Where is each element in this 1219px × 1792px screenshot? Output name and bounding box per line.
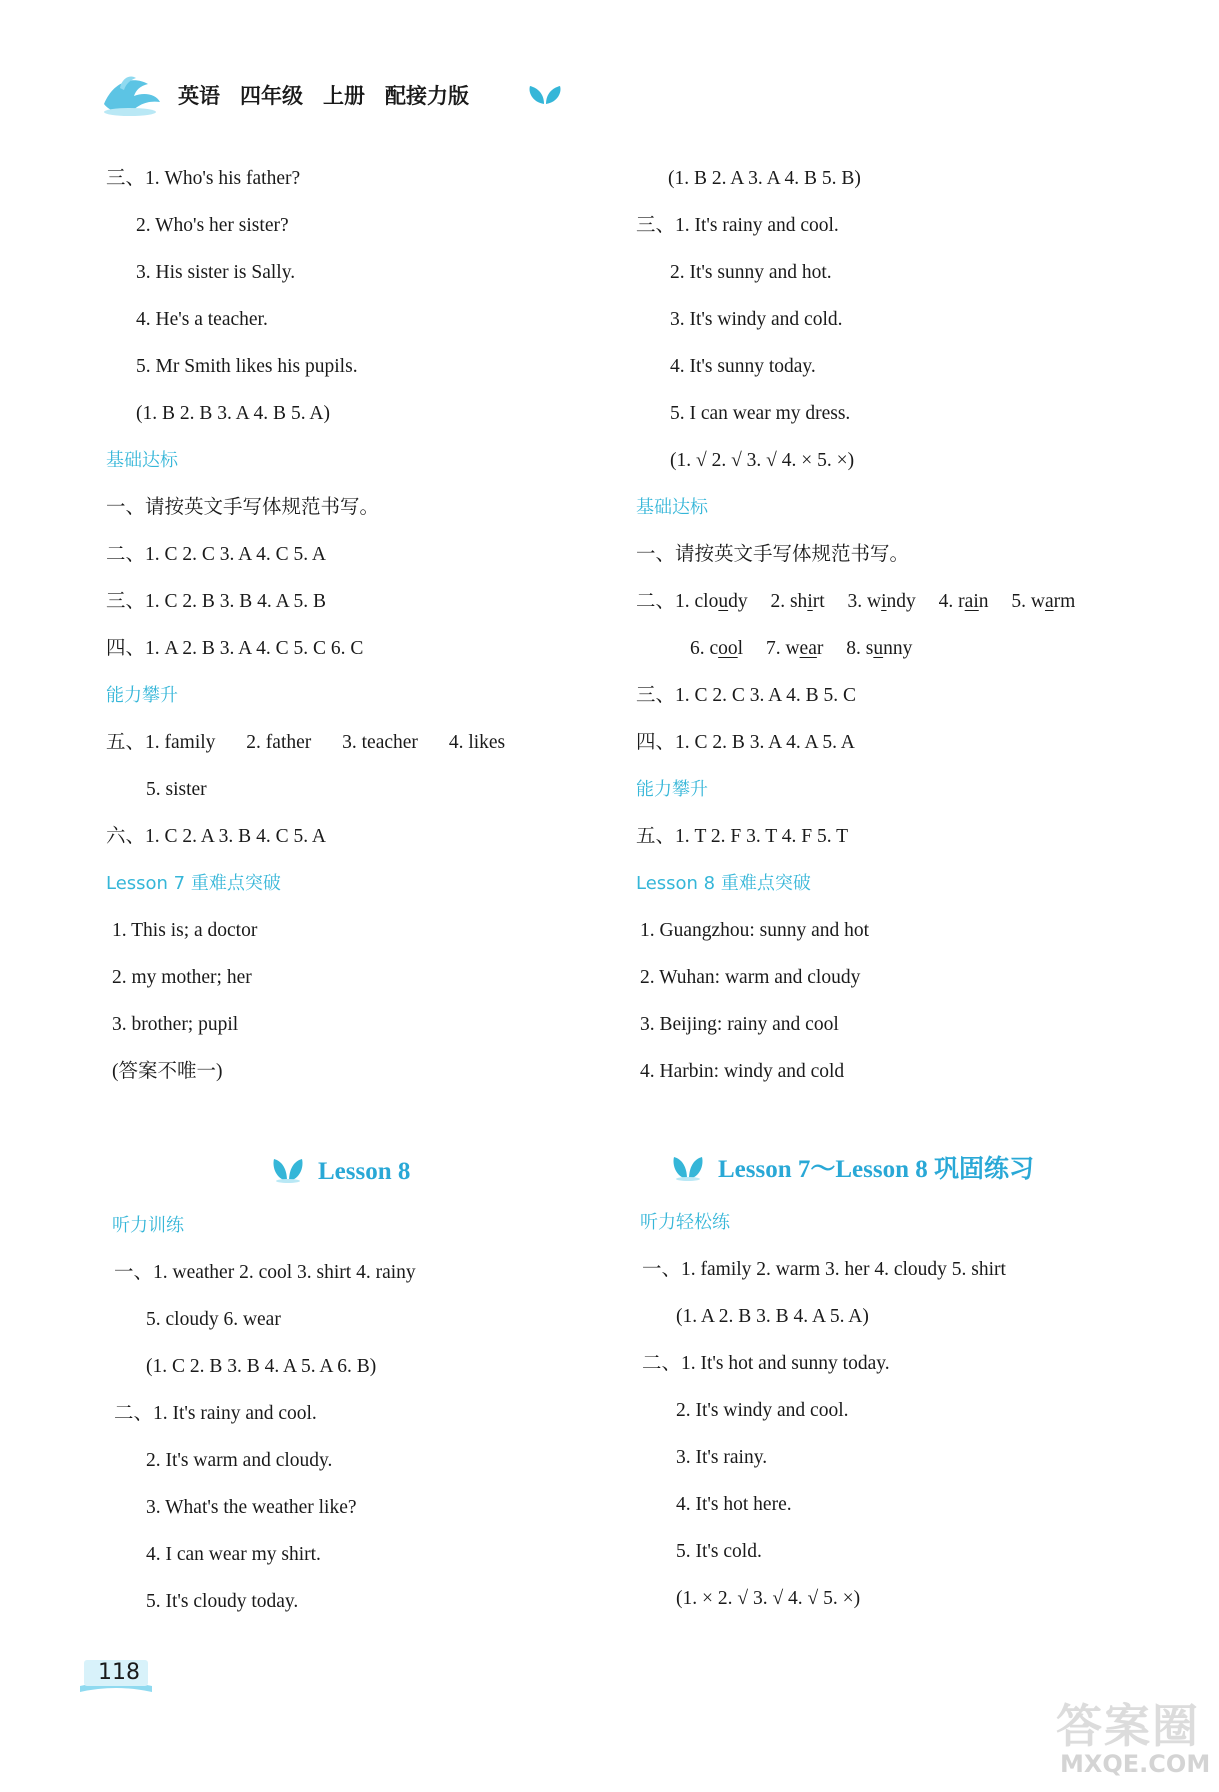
section-heading: 听力轻松练 [640,1212,730,1233]
book-title [178,80,489,110]
watermark [1056,1690,1211,1785]
answer-line: 2. Who's her sister? [136,215,289,236]
word: rain [958,591,989,612]
section-heading: 基础达标 [106,450,178,471]
section-heading: 能力攀升 [636,779,708,800]
item-number: 二、1. [636,591,690,612]
watermark-url: MXQE.COM [1060,1750,1211,1778]
answer-line: 三、1. C 2. B 3. B 4. A 5. B [106,591,326,612]
answer-line: 5. Mr Smith likes his pupils. [136,356,358,377]
lesson-heading [672,1154,1034,1186]
answer-line: 4. He's a teacher. [136,309,268,330]
word: teacher [361,732,418,753]
answer-line: 3. brother; pupil [112,1014,239,1035]
answer-key: (1. C 2. B 3. B 4. A 5. A 6. B) [146,1356,377,1377]
answer-line: 一、1. family 2. warm 3. her 4. cloudy 5. shirt [642,1259,1006,1280]
answer-key: (1. × 2. √ 3. √ 4. √ 5. ×) [676,1588,861,1609]
answer-line: 2. It's sunny and hot. [670,262,832,283]
answer-line [690,636,912,662]
word: father [265,732,312,753]
answer-line: 3. It's windy and cold. [670,309,843,330]
answer-line: 3. It's rainy. [676,1447,768,1468]
word: shirt [789,591,825,612]
word: warm [1030,591,1076,612]
answer-key: (1. B 2. A 3. A 4. B 5. B) [668,168,861,189]
item-number: 5. [1011,591,1026,612]
leaf-icon [272,1157,304,1183]
word: likes [468,732,506,753]
section-heading: 基础达标 [636,497,708,518]
item-number: 8. [846,638,861,659]
answer-line: 四、1. C 2. B 3. A 4. A 5. A [636,732,855,753]
grade-label: 四年级 [240,84,303,108]
answer-note: (答案不唯一) [112,1061,223,1082]
answer-line: 4. It's sunny today. [670,356,816,377]
answer-line: 2. It's windy and cool. [676,1400,849,1421]
answer-line [636,589,1075,615]
lesson-heading [272,1156,410,1188]
item-number: 五、1. [106,732,160,753]
word: family [164,732,216,753]
answer-line: 2. It's warm and cloudy. [146,1450,333,1471]
answer-line: 5. sister [146,779,207,800]
answer-line: 一、请按英文手写体规范书写。 [636,544,910,565]
answer-line: 三、1. Who's his father? [106,168,301,189]
item-number: 2. [246,732,261,753]
answer-line: 六、1. C 2. A 3. B 4. C 5. A [106,826,326,847]
edition-label: 配接力版 [385,84,469,108]
answer-line: 四、1. A 2. B 3. A 4. C 5. C 6. C [106,638,364,659]
answer-line: 1. Guangzhou: sunny and hot [640,920,870,941]
lesson-title: Lesson 7～Lesson 8 巩固练习 [718,1156,1035,1183]
answer-line: 三、1. C 2. C 3. A 4. B 5. C [636,685,856,706]
volume-label: 上册 [323,84,365,108]
answer-line: 3. What's the weather like? [146,1497,357,1518]
answer-key: (1. A 2. B 3. B 4. A 5. A) [676,1306,869,1327]
answer-line: 2. my mother; her [112,967,252,988]
word: sunny [865,638,913,659]
answer-line: 二、1. It's hot and sunny today. [642,1353,890,1374]
answer-line [106,730,505,756]
item-number: 3. [847,591,863,612]
word: cloudy [694,591,748,612]
answer-line: 3. His sister is Sally. [136,262,296,283]
answer-line: 1. This is; a doctor [112,920,258,941]
section-heading: 能力攀升 [106,685,178,706]
leaf-icon [528,84,562,106]
lesson-title: Lesson 8 [318,1158,411,1185]
answer-line: 5. I can wear my dress. [670,403,851,424]
word: cool [709,638,744,659]
answer-key: (1. B 2. B 3. A 4. B 5. A) [136,403,330,424]
leaf-icon [672,1155,704,1181]
item-number: 4. [448,732,464,753]
section-heading: Lesson 7 重难点突破 [106,873,281,894]
answer-line: 一、请按英文手写体规范书写。 [106,497,380,518]
answer-key: (1. √ 2. √ 3. √ 4. × 5. ×) [670,450,855,471]
bird-icon [100,74,162,118]
page-header [100,68,620,124]
page-number: 118 [98,1660,140,1685]
page-number-badge [78,1656,154,1696]
answer-line: 5. It's cold. [676,1541,762,1562]
section-heading: Lesson 8 重难点突破 [636,873,811,894]
word: wear [785,638,824,659]
item-number: 3. [342,732,357,753]
section-heading: 听力训练 [112,1215,184,1236]
watermark-text: 答案圈 [1056,1699,1200,1753]
item-number: 6. [690,638,705,659]
answer-line: 二、1. It's rainy and cool. [114,1403,317,1424]
answer-line: 3. Beijing: rainy and cool [640,1014,839,1035]
answer-line: 4. It's hot here. [676,1494,792,1515]
answer-line: 5. It's cloudy today. [146,1591,299,1612]
item-number: 2. [770,591,786,612]
answer-line: 4. I can wear my shirt. [146,1544,321,1565]
answer-line: 4. Harbin: windy and cold [640,1061,845,1082]
answer-line: 五、1. T 2. F 3. T 4. F 5. T [636,826,849,847]
answer-line: 5. cloudy 6. wear [146,1309,281,1330]
answer-line: 三、1. It's rainy and cool. [636,215,839,236]
answer-line: 2. Wuhan: warm and cloudy [640,967,861,988]
subject-label: 英语 [178,84,220,108]
answer-line: 二、1. C 2. C 3. A 4. C 5. A [106,544,326,565]
item-number: 7. [765,638,781,659]
item-number: 4. [938,591,954,612]
answer-line: 一、1. weather 2. cool 3. shirt 4. rainy [114,1262,416,1283]
word: windy [867,591,916,612]
